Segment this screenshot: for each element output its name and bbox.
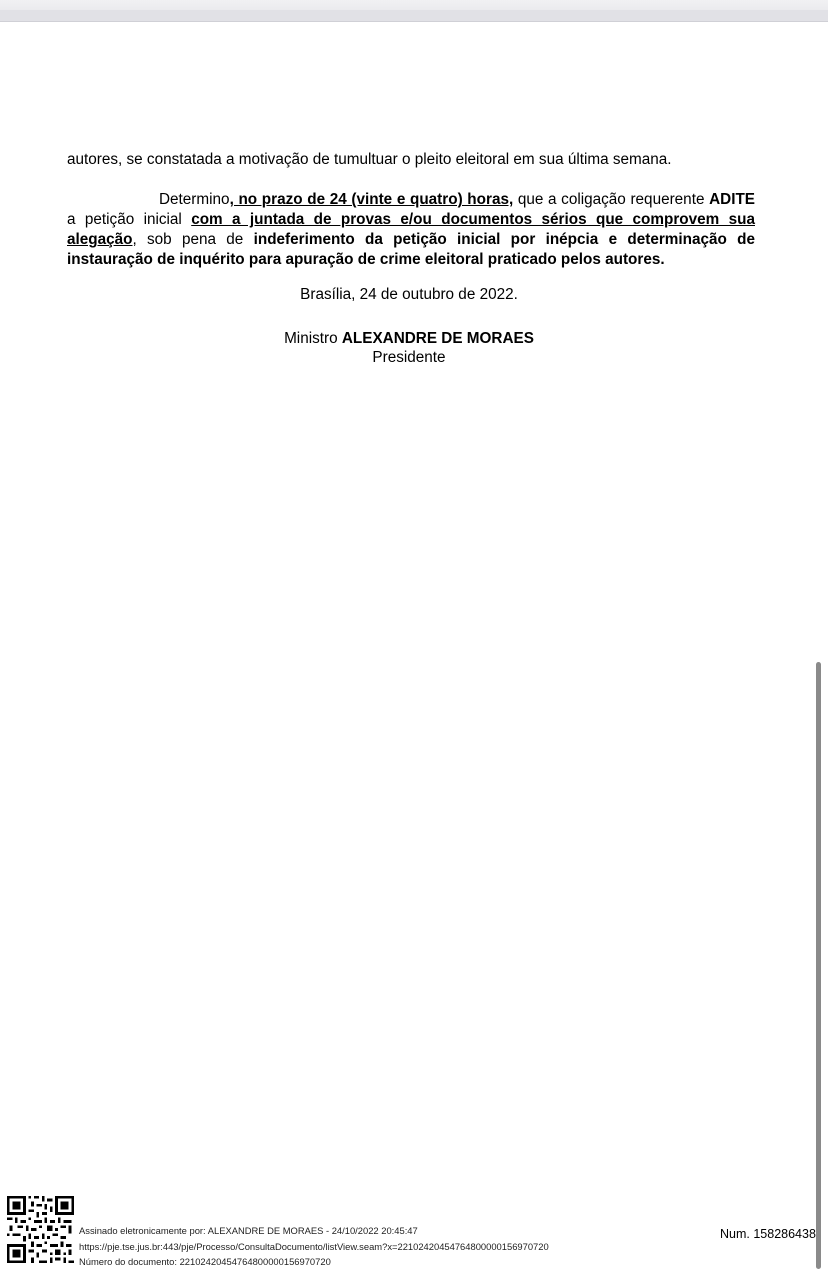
viewer-top-bar [0, 0, 828, 22]
evidence-text: com a juntada de provas e/ou documentos sérios que comprovem sua alegação [67, 211, 755, 248]
minister-prefix: Ministro [284, 330, 342, 347]
penalty-prefix-text: , sob pena de [132, 231, 254, 248]
viewer-top-edge [0, 10, 828, 22]
determino-text: Determino [159, 191, 230, 208]
petition-text: a petição inicial [67, 211, 192, 228]
qr-code-icon [7, 1196, 74, 1263]
minister-name: ALEXANDRE DE MORAES [341, 330, 534, 347]
num-label: Num. 158286438 [720, 1227, 816, 1241]
coalition-text: que a coligação requerente [513, 191, 710, 208]
paragraph-continuation: autores, se constatada a motivação de tumultuar o pleito eleitoral em sua última semana. [67, 151, 672, 168]
signed-by-line: Assinado eletronicamente por: ALEXANDRE DE MORAES - 24/10/2022 20:45:47 [79, 1225, 418, 1236]
document-number-line: Número do documento: 22102420454764800000156970720 [79, 1256, 331, 1267]
deadline-text: , no prazo de 24 (vinte e quatro) horas, [229, 191, 514, 208]
vertical-scrollbar[interactable] [816, 662, 821, 1269]
paragraph-determination [67, 190, 755, 270]
date-line: Brasília, 24 de outubro de 2022. [300, 286, 518, 303]
penalty-text: indeferimento da petição inicial por inépcia e determinação de instauração de inquérito para apuração de crime eleitoral praticado pelos autores. [67, 231, 755, 268]
document-url[interactable]: https://pje.tse.jus.br:443/pje/Processo/ConsultaDocumento/listView.seam?x=22102420454764800000156970720 [79, 1240, 549, 1252]
signature-role: Presidente [372, 349, 446, 366]
signature-footer [79, 1223, 549, 1269]
signature-name [0, 329, 823, 349]
adite-text: ADITE [709, 191, 755, 208]
